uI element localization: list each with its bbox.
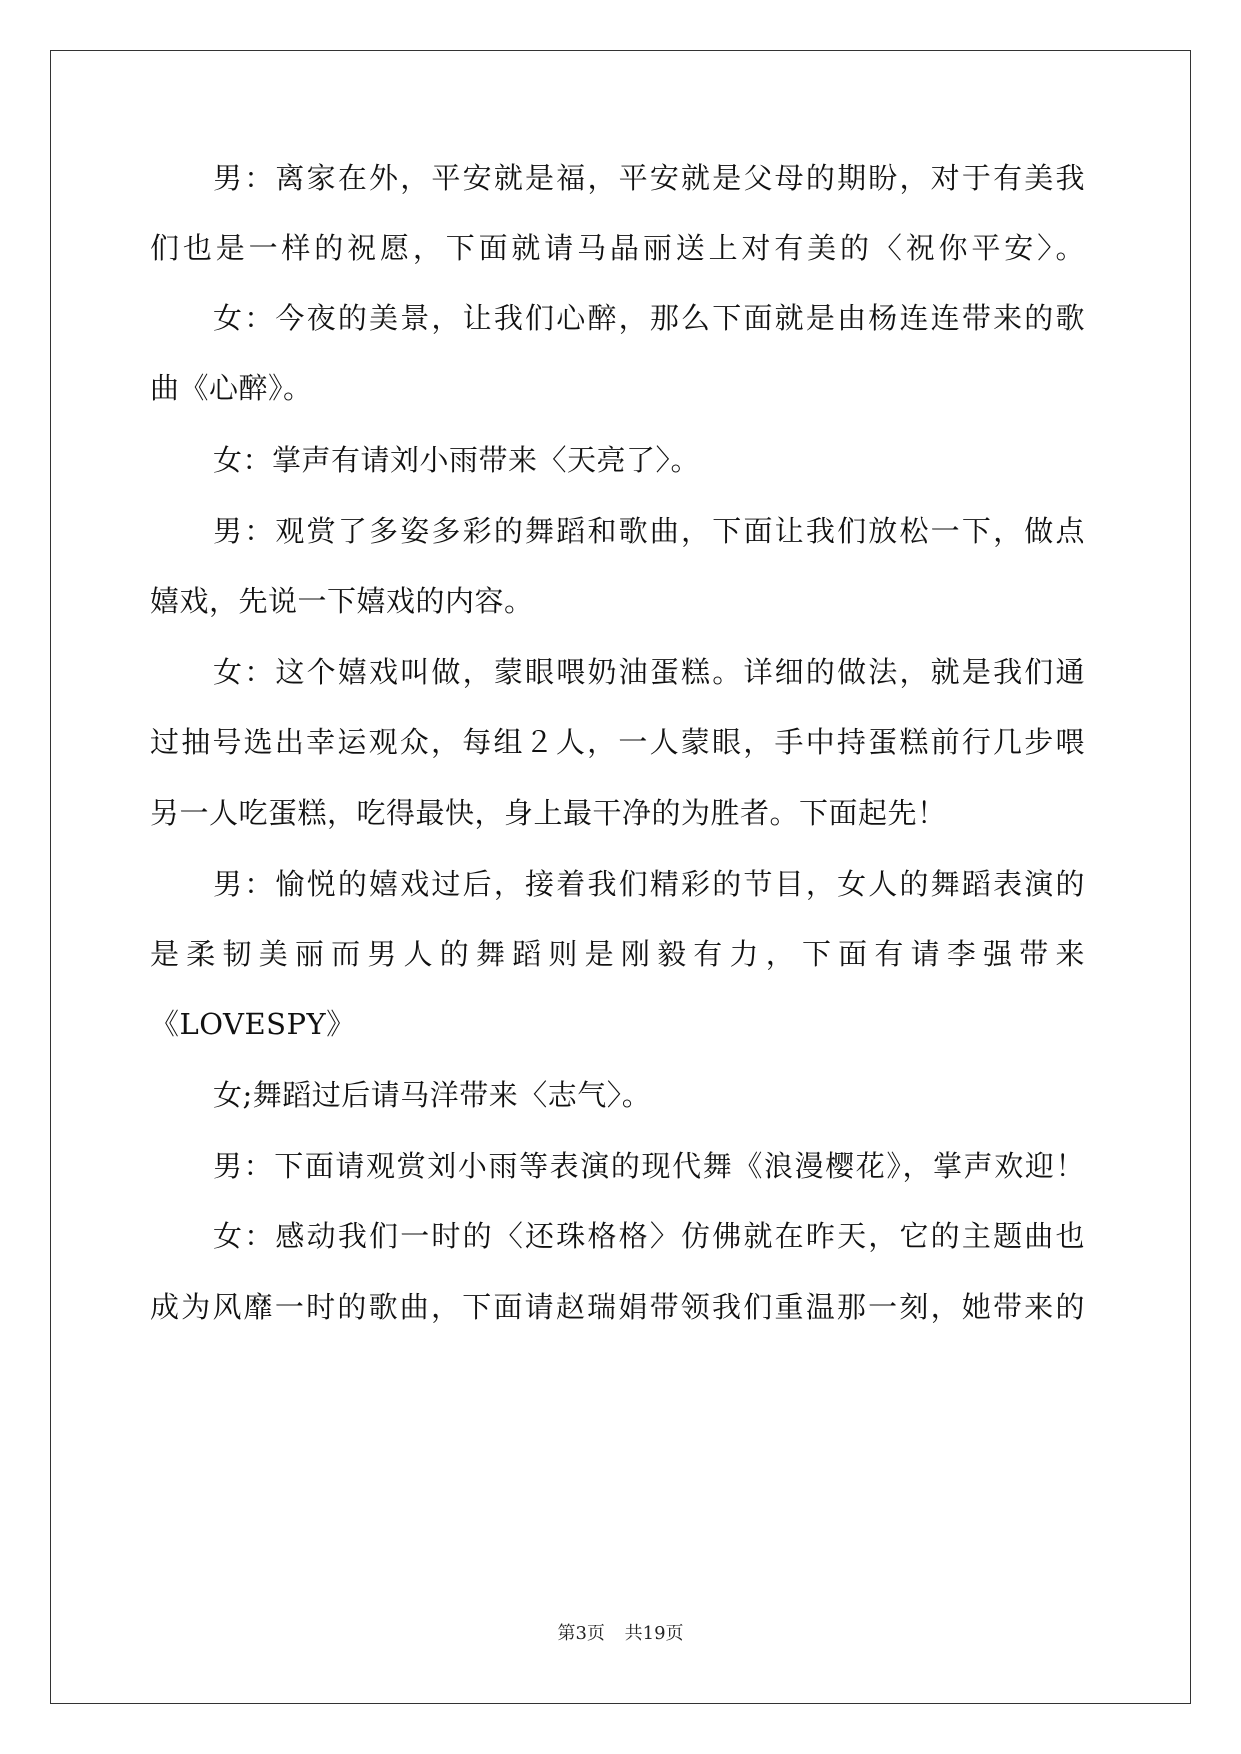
text-line: 另一人吃蛋糕，吃得最快，身上最干净的为胜者。下面起先！: [150, 796, 947, 830]
total-pages: 共19页: [624, 1623, 684, 1644]
text-line: 女;舞蹈过后请马洋带来〈志气〉。: [213, 1078, 652, 1112]
text-line: 们也是一样的祝愿，下面就请马晶丽送上对有美的〈祝你平安〉。: [150, 231, 1085, 265]
text-line: 男：观赏了多姿多彩的舞蹈和歌曲，下面让我们放松一下，做点: [213, 514, 1085, 548]
text-line: 嬉戏，先说一下嬉戏的内容。: [150, 584, 534, 618]
text-line: 成为风靡一时的歌曲，下面请赵瑞娟带领我们重温那一刻，她带来的: [150, 1290, 1085, 1324]
text-line: 过抽号选出幸运观众，每组２人，一人蒙眼，手中持蛋糕前行几步喂: [150, 725, 1085, 759]
page-footer: [0, 1622, 1241, 1646]
text-line: 女：这个嬉戏叫做，蒙眼喂奶油蛋糕。详细的做法，就是我们通: [213, 655, 1085, 689]
text-line: 曲《心醉》。: [150, 371, 313, 405]
text-line: 男：愉悦的嬉戏过后，接着我们精彩的节目，女人的舞蹈表演的: [213, 867, 1085, 901]
text-line: 《LOVESPY》: [150, 1007, 356, 1041]
page-number: 第3页: [557, 1623, 605, 1644]
text-line: 女：掌声有请刘小雨带来〈天亮了〉。: [213, 443, 701, 477]
text-line: 男：离家在外，平安就是福，平安就是父母的期盼，对于有美我: [213, 161, 1085, 195]
text-line: 男：下面请观赏刘小雨等表演的现代舞《浪漫樱花》，掌声欢迎！: [213, 1149, 1085, 1183]
text-line: 女：感动我们一时的〈还珠格格〉仿佛就在昨天，它的主题曲也: [213, 1219, 1085, 1253]
text-line: 女：今夜的美景，让我们心醉，那么下面就是由杨连连带来的歌: [213, 301, 1085, 335]
text-line: 是柔韧美丽而男人的舞蹈则是刚毅有力，下面有请李强带来: [150, 937, 1085, 971]
